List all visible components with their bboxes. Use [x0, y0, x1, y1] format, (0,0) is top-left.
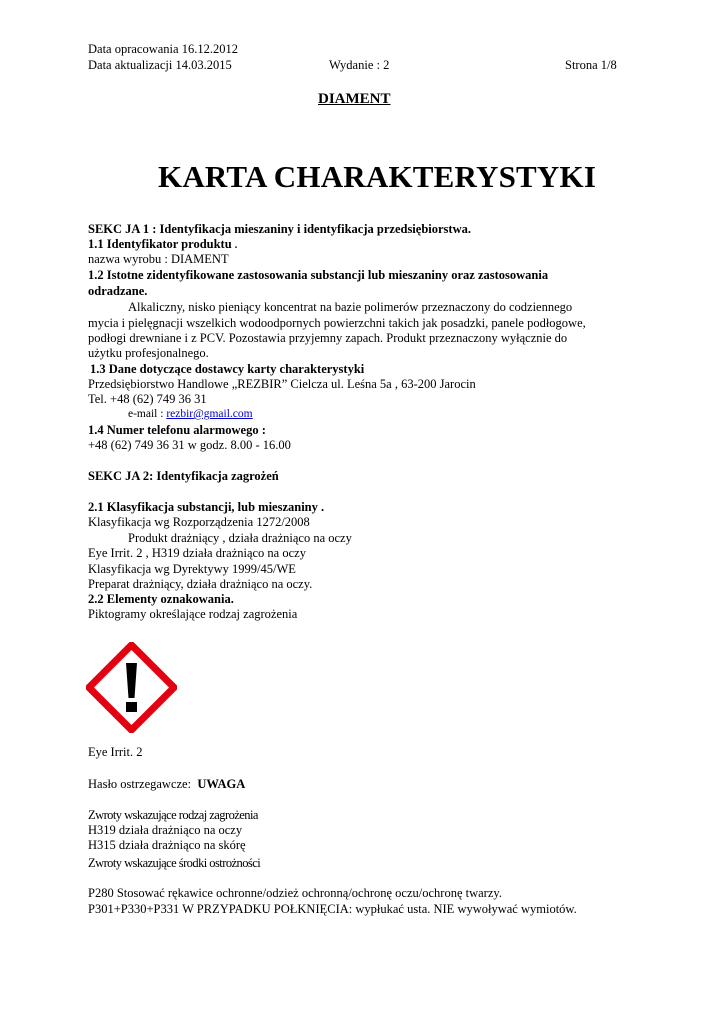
classification-line: Klasyfikacja wg Rozporządzenia 1272/2008 [88, 515, 310, 529]
usage-text-line: użytku profesjonalnego. [88, 346, 209, 360]
eye-irrit-label: Eye Irrit. 2 [88, 745, 143, 759]
section1-2-heading-line2: odradzane. [88, 284, 148, 298]
date-updated: Data aktualizacji 14.03.2015 [88, 58, 232, 72]
precaution-statement-p301: P301+P330+P331 W PRZYPADKU POŁKNIĘCIA: wypłukać usta. NIE wywoływać wymiotów. [88, 902, 577, 916]
hazard-statement-h319: H319 działa drażniąco na oczy [88, 823, 243, 837]
hazard-statements-heading: Zwroty wskazujące rodzaj zagrożenia [88, 808, 258, 822]
precaution-statements-heading: Zwroty wskazujące środki ostrożności [88, 856, 261, 870]
section1-2-heading-line1: 1.2 Istotne zidentyfikowane zastosowania substancji lub mieszaniny oraz zastosowania [88, 268, 549, 282]
edition: Wydanie : 2 [329, 58, 390, 72]
precaution-statement-p280: P280 Stosować rękawice ochronne/odzież ochronną/ochronę oczu/ochronę twarzy. [88, 886, 502, 900]
section2-2-heading: 2.2 Elementy oznakowania. [88, 592, 234, 606]
page-number: Strona 1/8 [565, 58, 617, 72]
section1-1-heading [88, 237, 237, 252]
supplier-email-line [128, 408, 253, 420]
hazard-statement-h315: H315 działa drażniąco na skórę [88, 838, 246, 852]
section1-heading: SEKC JA 1 : Identyfikacja mieszaniny i identyfikacja przedsiębiorstwa. [88, 222, 471, 236]
ghs07-exclamation-icon [86, 642, 177, 733]
supplier-company: Przedsiębiorstwo Handlowe „REZBIR” Cielcza ul. Leśna 5a , 63-200 Jarocin [88, 377, 476, 391]
signal-word: UWAGA [197, 777, 246, 791]
pictograms-label: Piktogramy określające rodzaj zagrożenia [88, 607, 298, 621]
date-created: Data opracowania 16.12.2012 [88, 42, 238, 56]
classification-line: Produkt drażniący , działa drażniąco na oczy [128, 531, 352, 545]
signal-word-line [88, 777, 245, 792]
signal-word-label: Hasło ostrzegawcze: [88, 777, 192, 791]
usage-text-line: Alkaliczny, nisko pieniący koncentrat na bazie polimerów przeznaczony do codziennego [128, 300, 573, 314]
classification-line: Preparat drażniący, działa drażniąco na oczy. [88, 577, 313, 591]
section1-3-heading: 1.3 Dane dotyczące dostawcy karty charakterystyki [90, 362, 365, 376]
email-label: e-mail : [128, 408, 164, 420]
emergency-phone: +48 (62) 749 36 31 w godz. 8.00 - 16.00 [88, 438, 291, 452]
supplier-phone: Tel. +48 (62) 749 36 31 [88, 392, 207, 406]
section1-1-dot: . [234, 240, 238, 251]
usage-text-line: podłogi drewniane i z PCV. Pozostawia przyjemny zapach. Produkt przeznaczony wyłącznie do [88, 331, 568, 345]
section2-heading: SEKC JA 2: Identyfikacja zagrożeń [88, 469, 279, 483]
exclamation-dot [126, 702, 137, 712]
product-name: DIAMENT [318, 91, 391, 107]
section1-4-heading: 1.4 Numer telefonu alarmowego : [88, 423, 266, 437]
classification-line: Klasyfikacja wg Dyrektywy 1999/45/WE [88, 562, 296, 576]
email-link[interactable]: rezbir@gmail.com [166, 408, 253, 420]
section1-1-heading-text: 1.1 Identyfikator produktu [88, 237, 232, 251]
product-name-line: nazwa wyrobu : DIAMENT [88, 252, 229, 266]
classification-line: Eye Irrit. 2 , H319 działa drażniąco na oczy [88, 546, 306, 560]
page-title: KARTA CHARAKTERYSTYKI [158, 159, 597, 194]
usage-text-line: mycia i pielęgnacji wszelkich wodoodpornych powierzchni takich jak posadzki, panele podłogowe, [88, 316, 586, 330]
section2-1-heading: 2.1 Klasyfikacja substancji, lub mieszaniny . [88, 500, 325, 514]
